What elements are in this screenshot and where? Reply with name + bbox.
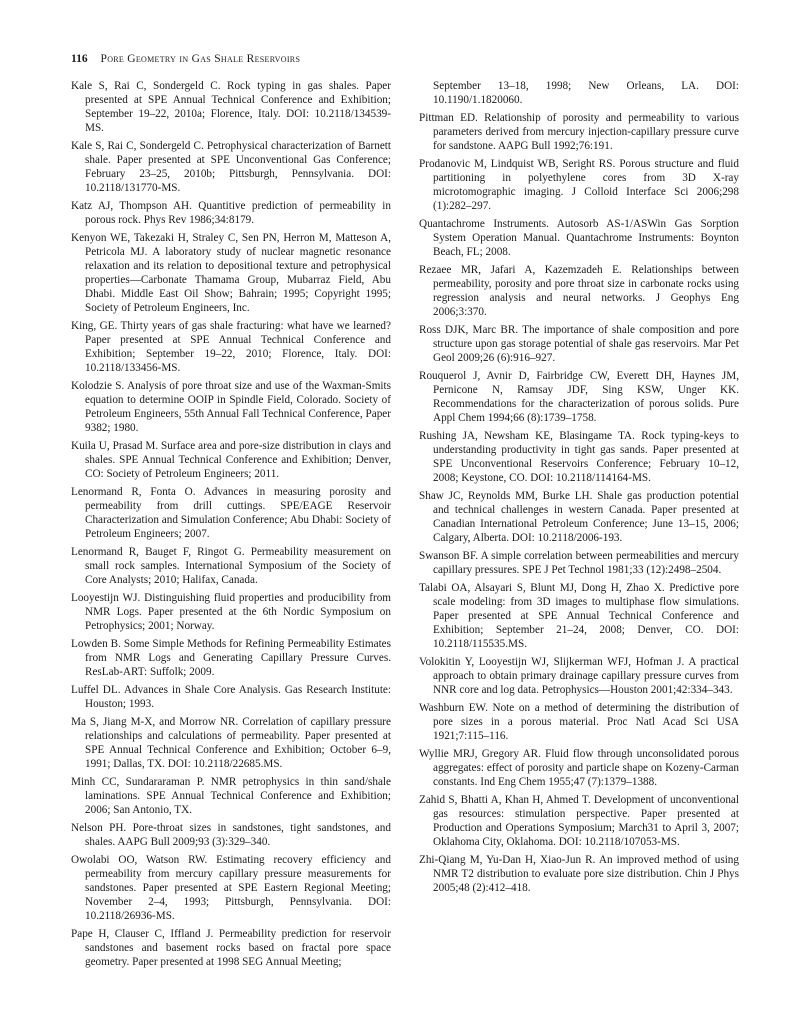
reference-entry: Quantachrome Instruments. Autosorb AS-1/ASWin Gas Sorption System Operation Manual. Quantachrome Instruments: Boynton Beach, FL; 2008. <box>419 218 739 258</box>
reference-entry: Kenyon WE, Takezaki H, Straley C, Sen PN, Herron M, Matteson A, Petricola MJ. A laboratory study of nuclear magnetic resonance relaxation and its relation to depositional texture and petrophysical properties—Carbonate Thamama Group, Mubarraz Field, Abu Dhabi. Middle East Oil Show; Bahrain; 1995; Copyright 1995; Society of Petroleum Engineers, Inc. <box>71 232 391 314</box>
reference-entry: Wyllie MRJ, Gregory AR. Fluid flow through unconsolidated porous aggregates: effect of porosity and particle shape on Kozeny-Carman constants. Ind Eng Chem 1955;47 (7):1379–1388. <box>419 748 739 788</box>
reference-entry: Kale S, Rai C, Sondergeld C. Petrophysical characterization of Barnett shale. Paper presented at SPE Unconventional Gas Conference; February 23–25, 2010b; Pittsburgh, Pennsylvania. DOI: 10.2118/131770-MS. <box>71 140 391 194</box>
reference-entry: Nelson PH. Pore-throat sizes in sandstones, tight sandstones, and shales. AAPG Bull 2009;93 (3):329–340. <box>71 822 391 848</box>
reference-entry: Volokitin Y, Looyestijn WJ, Slijkerman WFJ, Hofman J. A practical approach to obtain primary drainage capillary pressure curves from NNR core and log data. Petrophysics—Houston 2001;42:334–343. <box>419 656 739 696</box>
reference-entry: Prodanovic M, Lindquist WB, Seright RS. Porous structure and fluid partitioning in polyethylene cores from 3D X-ray microtomographic imaging. J Colloid Interface Sci 2006;298 (1):282–297. <box>419 158 739 212</box>
reference-entry: Rouquerol J, Avnir D, Fairbridge CW, Everett DH, Haynes JM, Pernicone N, Ramsay JDF, Sing KSW, Unger KK. Recommendations for the characterization of porous solids. Pure Appl Chem 1994;66 (8):1739–1758. <box>419 370 739 424</box>
reference-entry: Katz AJ, Thompson AH. Quantitive prediction of permeability in porous rock. Phys Rev 1986;34:8179. <box>71 200 391 226</box>
reference-entry: Looyestijn WJ. Distinguishing fluid properties and producibility from NMR Logs. Paper presented at the 6th Nordic Symposium on Petrophysics; 2001; Norway. <box>71 592 391 632</box>
reference-entry: Ma S, Jiang M-X, and Morrow NR. Correlation of capillary pressure relationships and calculations of permeability. Paper presented at SPE Annual Technical Conference and Exhibition; October 6–9, 1991; Dallas, TX. DOI: 10.2118/22685.MS. <box>71 716 391 770</box>
reference-entry: Talabi OA, Alsayari S, Blunt MJ, Dong H, Zhao X. Predictive pore scale modeling: from 3D images to multiphase flow simulations. Paper presented at SPE Annual Technical Conference and Exhibition; September 21–24, 2008; Denver, CO. DOI: 10.2118/115535.MS. <box>419 582 739 650</box>
reference-entry: Shaw JC, Reynolds MM, Burke LH. Shale gas production potential and technical challenges in western Canada. Paper presented at Canadian International Petroleum Conference; June 13–15, 2006; Calgary, Alberta. DOI: 10.2118/2006-193. <box>419 490 739 544</box>
reference-continuation: September 13–18, 1998; New Orleans, LA. DOI: 10.1190/1.1820060. <box>433 80 739 106</box>
page-number: 116 <box>71 53 88 65</box>
reference-entry: Luffel DL. Advances in Shale Core Analysis. Gas Research Institute: Houston; 1993. <box>71 684 391 710</box>
reference-entry: Lenormand R, Bauget F, Ringot G. Permeability measurement on small rock samples. International Symposium of the Society of Core Analysts; 2010; Halifax, Canada. <box>71 546 391 586</box>
reference-entry: Owolabi OO, Watson RW. Estimating recovery efficiency and permeability from mercury capillary pressure measurements for sandstones. Paper presented at SPE Eastern Regional Meeting; November 2–4, 1993; Pittsburgh, Pennsylvania. DOI: 10.2118/26936-MS. <box>71 854 391 922</box>
running-title: Pore Geometry in Gas Shale Reservoirs <box>100 53 301 65</box>
reference-entry: Pape H, Clauser C, Iffland J. Permeability prediction for reservoir sandstones and basement rocks based on fractal pore space geometry. Paper presented at 1998 SEG Annual Meeting; <box>71 928 391 968</box>
reference-entry: King, GE. Thirty years of gas shale fracturing: what have we learned? Paper presented at SPE Annual Technical Conference and Exhibition; September 19–22, 2010; Florence, Italy. DOI: 10.2118/133456-MS. <box>71 320 391 374</box>
references-left-column <box>71 79 391 973</box>
reference-entry: Zahid S, Bhatti A, Khan H, Ahmed T. Development of unconventional gas resources: stimulation perspective. Paper presented at Production and Operations Symposium; March31 to April 3, 2007; Oklahoma City, Oklahoma. DOI: 10.2118/107053-MS. <box>419 794 739 848</box>
reference-entry: Zhi-Qiang M, Yu-Dan H, Xiao-Jun R. An improved method of using NMR T2 distribution to evaluate pore size distribution. Chin J Phys 2005;48 (2):412–418. <box>419 854 739 894</box>
reference-entry: Rezaee MR, Jafari A, Kazemzadeh E. Relationships between permeability, porosity and pore throat size in carbonate rocks using regression analysis and neural networks. J Geophys Eng 2006;3:370. <box>419 264 739 318</box>
reference-entry: Lowden B. Some Simple Methods for Refining Permeability Estimates from NMR Logs and Generating Capillary Pressure Curves. ResLab-ART: Suffolk; 2009. <box>71 638 391 678</box>
reference-entry: Kolodzie S. Analysis of pore throat size and use of the Waxman-Smits equation to determine OOIP in Spindle Field, Colorado. Society of Petroleum Engineers, 55th Annual Fall Technical Conference, Paper 9382; 1980. <box>71 380 391 434</box>
reference-entry: Minh CC, Sundararaman P. NMR petrophysics in thin sand/shale laminations. SPE Annual Technical Conference and Exhibition; 2006; San Antonio, TX. <box>71 776 391 816</box>
reference-entry: Lenormand R, Fonta O. Advances in measuring porosity and permeability from drill cuttings. SPE/EAGE Reservoir Characterization and Simulation Conference; Abu Dhabi: Society of Petroleum Engineers; 2007. <box>71 486 391 540</box>
reference-entry: Swanson BF. A simple correlation between permeabilities and mercury capillary pressures. SPE J Pet Technol 1981;33 (12):2498–2504. <box>419 550 739 576</box>
reference-entry: Washburn EW. Note on a method of determining the distribution of pore sizes in a porous material. Proc Natl Acad Sci USA 1921;7:115–116. <box>419 702 739 742</box>
reference-entry: Pittman ED. Relationship of porosity and permeability to various parameters derived from mercury injection-capillary pressure curve for sandstone. AAPG Bull 1992;76:191. <box>419 112 739 152</box>
reference-entry: Kuila U, Prasad M. Surface area and pore-size distribution in clays and shales. SPE Annual Technical Conference and Exhibition; Denver, CO: Society of Petroleum Engineers; 2011. <box>71 440 391 480</box>
references-right-column <box>419 79 739 899</box>
reference-entry: Ross DJK, Marc BR. The importance of shale composition and pore structure upon gas storage potential of shale gas reservoirs. Mar Pet Geol 2009;26 (6):916–927. <box>419 324 739 364</box>
running-header <box>71 53 300 65</box>
reference-entry: Rushing JA, Newsham KE, Blasingame TA. Rock typing-keys to understanding productivity in tight gas sands. Paper presented at SPE Unconventional Reservoirs Conference; February 10–12, 2008; Keystone, CO. DOI: 10.2118/114164-MS. <box>419 430 739 484</box>
reference-entry: Kale S, Rai C, Sondergeld C. Rock typing in gas shales. Paper presented at SPE Annual Technical Conference and Exhibition; September 19–22, 2010a; Florence, Italy. DOI: 10.2118/134539-MS. <box>71 80 391 134</box>
